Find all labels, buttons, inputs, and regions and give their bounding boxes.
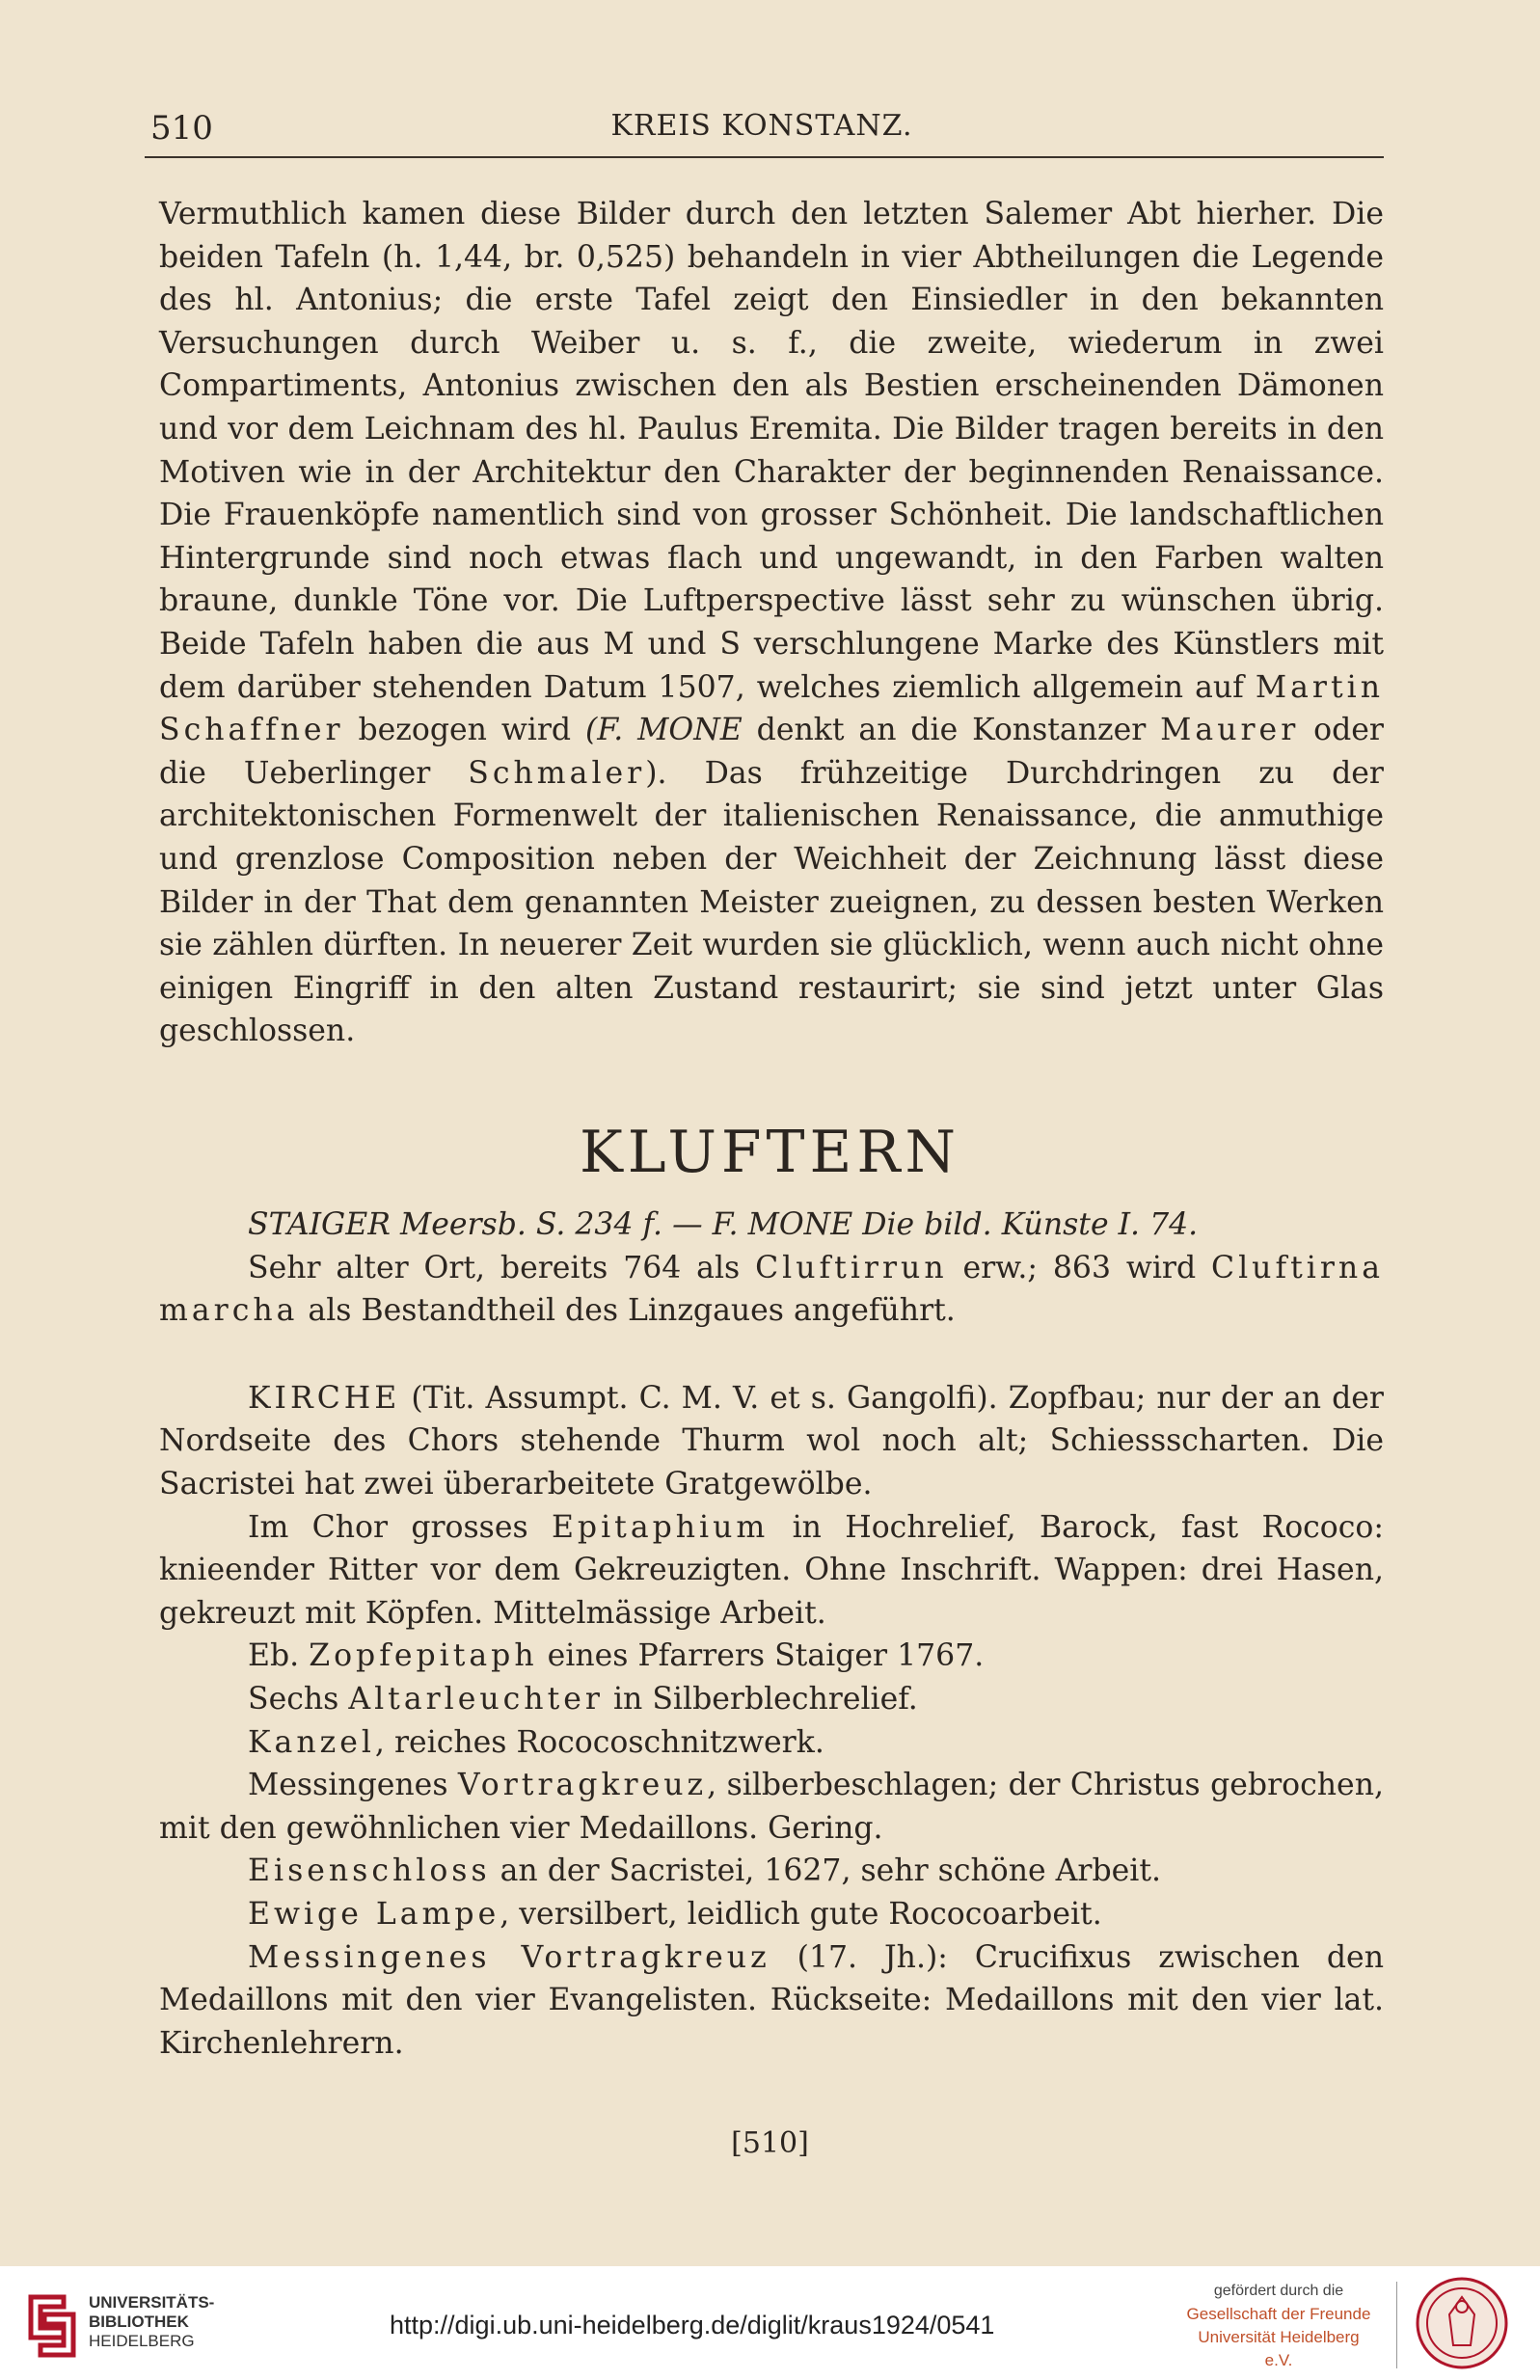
text-run: Sechs	[248, 1681, 349, 1717]
text-run: an der Sacristei, 1627, sehr schöne Arbeit.	[490, 1853, 1162, 1889]
running-title: KREIS KONSTANZ.	[610, 109, 913, 143]
spaced-name: Cluftirna marcha	[159, 1250, 1384, 1329]
spaced-name: Schmaler	[468, 755, 646, 791]
text-run: , silberbeschlagen; der Christus gebrochen, mit den gewöhnlichen vier Medaillons. Gering.	[159, 1768, 1384, 1846]
text-run: Vermuthlich kamen diese Bilder durch den letzten Salemer Abt hierher. Die beiden Tafeln (h. 1,44, br. 0,525) behandeln in vier Abtheilungen die Legende des hl. Antonius; die erste Tafel zeigt den Einsiedler in den bekannten Versuchungen durch Weiber u. s. f., die zweite, wiederum in zwei Compartiments, Antonius zwischen den als Bestien erscheinenden Dämonen und vor dem Leichnam des hl. Paulus Eremita. Die Bilder tragen bereits in den Motiven wie in der Architektur den Charakter der beginnenden Renaissance. Die Frauenköpfe namentlich sind von grosser Schönheit. Die landschaftlichen Hintergrunde sind noch etwas flach und ungewandt, in den Farben walten braune, dunkle Töne vor. Die Luftperspective lässt sehr zu wünschen übrig. Beide Tafeln haben die aus M und S verschlungene Marke des Künstlers mit dem darüber stehenden Datum 1507, welches ziemlich allgemein auf	[159, 197, 1384, 705]
text-run: (17. Jh.): Crucifixus zwischen den Medaillons mit den vier Evangelisten. Rückseite: Medaillons mit den vier lat. Kirchenlehrern.	[159, 1939, 1384, 2061]
paragraph-eisenschloss	[159, 1850, 1384, 1893]
text-run: in Hochrelief, Barock, fast Rococo: knieender Ritter vor dem Gekreuzigten. Ohne Inschrift. Wappen: drei Hasen, gekreuzt mit Köpfen. Mittelmässige Arbeit.	[159, 1509, 1384, 1631]
paragraph-epitaphium	[159, 1506, 1384, 1636]
spaced-name: KIRCHE	[248, 1380, 401, 1416]
text-run: als Bestandtheil des Linzgaues angeführt.	[298, 1293, 956, 1329]
spaced-name: Maurer	[1160, 713, 1300, 748]
spaced-name: Eisenschloss	[248, 1853, 491, 1889]
spaced-name: Vortragkreuz	[457, 1768, 708, 1803]
paragraph-vortragkreuz	[159, 1764, 1384, 1850]
text-run: oder die Ueberlinger	[159, 713, 1384, 791]
text-run: Im Chor grosses	[248, 1509, 552, 1545]
text-run: Eb.	[248, 1638, 310, 1674]
library-name-line: UNIVERSITÄTS-	[89, 2293, 215, 2312]
society-name: Gesellschaft der Freunde	[1186, 2305, 1371, 2323]
paragraph-altarleuchter	[159, 1678, 1384, 1721]
text-run: denkt an die Konstanzer	[742, 713, 1161, 748]
text-run: , reiches Rococoschnitzwerk.	[374, 1724, 824, 1760]
text-run: (Tit. Assumpt. C. M. V. et s. Gangolfi). Zopfbau; nur der an der Nordseite des Chors stehende Thurm wol noch alt; Schiessscharten. Die Sacristei hat zwei überarbeitete Gratgewölbe.	[159, 1380, 1384, 1501]
spaced-name: Ewige Lampe	[248, 1896, 500, 1932]
text-run: ). Das frühzeitige Durchdringen zu der architektonischen Formenwelt der italienischen Renaissance, die anmuthige und grenzlose Composition neben der Weichheit der Zeichnung lässt diese Bilder in der That dem genannten Meister zueignen, zu dessen besten Werken sie zählen dürften. In neuerer Zeit wurden sie glücklich, wenn auch nicht ohne einigen Eingriff in den alten Zustand restaurirt; sie sind jetzt unter Glas geschlossen.	[159, 755, 1384, 1049]
library-logo-icon	[21, 2289, 83, 2363]
society-name: Universität Heidelberg e.V.	[1198, 2328, 1360, 2369]
paragraph-kanzel	[159, 1721, 1384, 1765]
spaced-name: Cluftirrun	[755, 1250, 948, 1285]
text-run: eines Pfarrers Staiger 1767.	[537, 1638, 985, 1674]
university-seal-icon	[1415, 2276, 1509, 2370]
body-text-kluftern	[159, 1204, 1384, 2065]
paragraph-ort	[159, 1247, 1384, 1333]
permalink-url[interactable]: http://digi.ub.uni-heidelberg.de/diglit/kraus1924/0541	[390, 2311, 995, 2339]
paragraph-zopfepitaph	[159, 1635, 1384, 1678]
text-run: erw.; 863 wird	[947, 1250, 1211, 1285]
section-title: KLUFTERN	[579, 1119, 961, 1186]
page-number: 510	[150, 109, 213, 148]
text-run: in Silberblechrelief.	[603, 1681, 918, 1717]
text-run: Messingenes	[248, 1768, 458, 1803]
paragraph-bilder	[159, 193, 1384, 1053]
library-name-line: HEIDELBERG	[89, 2332, 195, 2350]
spaced-name: Messingenes Vortragkreuz	[248, 1939, 770, 1975]
library-name	[89, 2293, 214, 2351]
spaced-name: Kanzel	[248, 1724, 375, 1760]
library-footer-bar	[0, 2266, 1540, 2380]
sponsor-block	[1182, 2280, 1375, 2372]
italic-ref: (F. MONE	[585, 713, 743, 748]
spaced-name: Altarleuchter	[348, 1681, 604, 1717]
text-run: bezogen wird	[343, 713, 585, 748]
paragraph-lampe	[159, 1893, 1384, 1936]
spaced-name: Zopfepitaph	[309, 1638, 538, 1674]
header-rule	[145, 156, 1384, 158]
paragraph-vortragkreuz-17jh	[159, 1936, 1384, 2066]
page-header	[145, 101, 1379, 148]
reference-line: STAIGER Meersb. S. 234 f. — F. MONE Die bild. Künste I. 74.	[248, 1207, 1199, 1242]
sponsor-label: gefördert durch die	[1213, 2283, 1344, 2299]
footer-divider	[1396, 2282, 1397, 2368]
spaced-name: Epitaphium	[551, 1509, 770, 1545]
text-run: Sehr alter Ort, bereits 764 als	[248, 1250, 756, 1285]
spaced-name: Martin Schaffner	[159, 669, 1384, 748]
body-text-top	[159, 193, 1384, 1053]
paragraph-kirche	[159, 1377, 1384, 1506]
footer-page-number: [510]	[731, 2126, 809, 2160]
text-run: , versilbert, leidlich gute Rococoarbeit.	[500, 1896, 1102, 1932]
library-name-line: BIBLIOTHEK	[89, 2312, 189, 2331]
